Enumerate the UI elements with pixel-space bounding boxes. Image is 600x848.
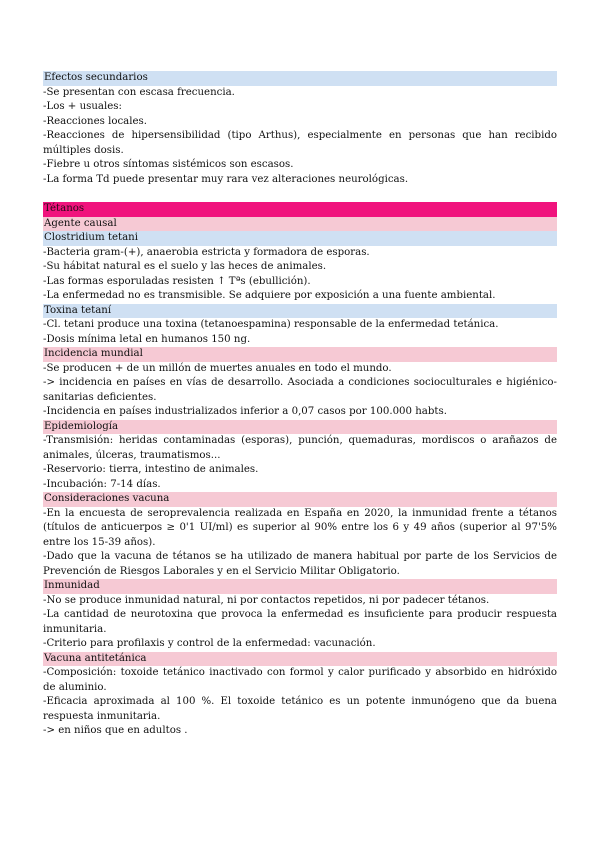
text-line: -La cantidad de neurotoxina que provoca la enfermedad es insuficiente para producir respuesta inmunitaria. (43, 609, 557, 635)
text-line: -La enfermedad no es transmisible. Se adquiere por exposición a una fuente ambiental. (43, 290, 496, 301)
text-line: -Incubación: 7-14 días. (43, 478, 161, 490)
text-line: -> incidencia en países en vías de desarrollo. Asociada a condiciones socioculturales e higiénico-sanitarias deficientes. (43, 377, 557, 403)
section-heading-epidemiologia: Epidemiología (43, 420, 557, 435)
text-line: -Criterio para profilaxis y control de la enfermedad: vacunación. (43, 638, 376, 649)
text-line: -Los + usuales: (43, 101, 122, 112)
section-heading-tetanos: Tétanos (43, 202, 557, 217)
text-line: -La forma Td puede presentar muy rara vez alteraciones neurológicas. (43, 173, 409, 185)
text-line: -Cl. tetani produce una toxina (tetanoespamina) responsable de la enfermedad tetánica. (43, 319, 499, 330)
section-heading-clostridium-tetani: Clostridium tetani (43, 231, 557, 246)
text-line: -Se presentan con escasa frecuencia. (43, 86, 235, 98)
section-heading-incidencia-mundial: Incidencia mundial (43, 347, 557, 362)
section-spacer (43, 187, 557, 202)
text-line: -Reacciones locales. (43, 115, 147, 127)
text-line: -En la encuesta de seroprevalencia realizada en España en 2020, la inmunidad frente a tétanos (títulos de anticuerpos ≥ 0'1 UI/ml) es superior al 90% entre los 6 y 49 años (superior al 97'5% entre los 15-39 años). (43, 507, 557, 548)
section-heading-consideraciones-vacuna: Consideraciones vacuna (43, 492, 557, 507)
document-page (43, 71, 557, 739)
text-line: -> en niños que en adultos . (43, 725, 188, 736)
text-line: -Incidencia en países industrializados inferior a 0,07 casos por 100.000 habts. (43, 406, 447, 417)
section-heading-agente-causal: Agente causal (43, 217, 557, 232)
text-line: -Las formas esporuladas resisten ↑ Tªs (ebullición). (43, 275, 311, 287)
section-heading-inmunidad: Inmunidad (43, 579, 557, 594)
text-line: -Eficacia aproximada al 100 %. El toxoide tetánico es un potente inmunógeno que da buena respuesta inmunitaria. (43, 696, 557, 722)
text-line: -Se producen + de un millón de muertes anuales en todo el mundo. (43, 362, 392, 374)
text-line: -Dosis mínima letal en humanos 150 ng. (43, 333, 251, 345)
text-line: -Reacciones de hipersensibilidad (tipo Arthus), especialmente en personas que han recibido múltiples dosis. (43, 130, 557, 156)
section-heading-toxina-tetani: Toxina tetaní (43, 304, 557, 319)
text-line: -Su hábitat natural es el suelo y las heces de animales. (43, 261, 327, 272)
section-heading-vacuna-antitetanica: Vacuna antitetánica (43, 652, 557, 667)
text-line: -Composición: toxoide tetánico inactivado con formol y calor purificado y absorbido en hidróxido de aluminio. (43, 667, 557, 693)
text-line: -Transmisión: heridas contaminadas (esporas), punción, quemaduras, mordiscos o arañazos de animales, úlceras, traumatismos... (43, 435, 557, 461)
section-heading-efectos-secundarios: Efectos secundarios (43, 71, 557, 86)
text-line: -Reservorio: tierra, intestino de animales. (43, 464, 259, 475)
text-line: -Bacteria gram-(+), anaerobia estricta y formadora de esporas. (43, 246, 370, 258)
text-line: -No se produce inmunidad natural, ni por contactos repetidos, ni por padecer tétanos. (43, 594, 490, 606)
text-line: -Dado que la vacuna de tétanos se ha utilizado de manera habitual por parte de los Servicios de Prevención de Riesgos Laborales y en el Servicio Militar Obligatorio. (43, 551, 557, 577)
text-line: -Fiebre u otros síntomas sistémicos son escasos. (43, 159, 294, 170)
